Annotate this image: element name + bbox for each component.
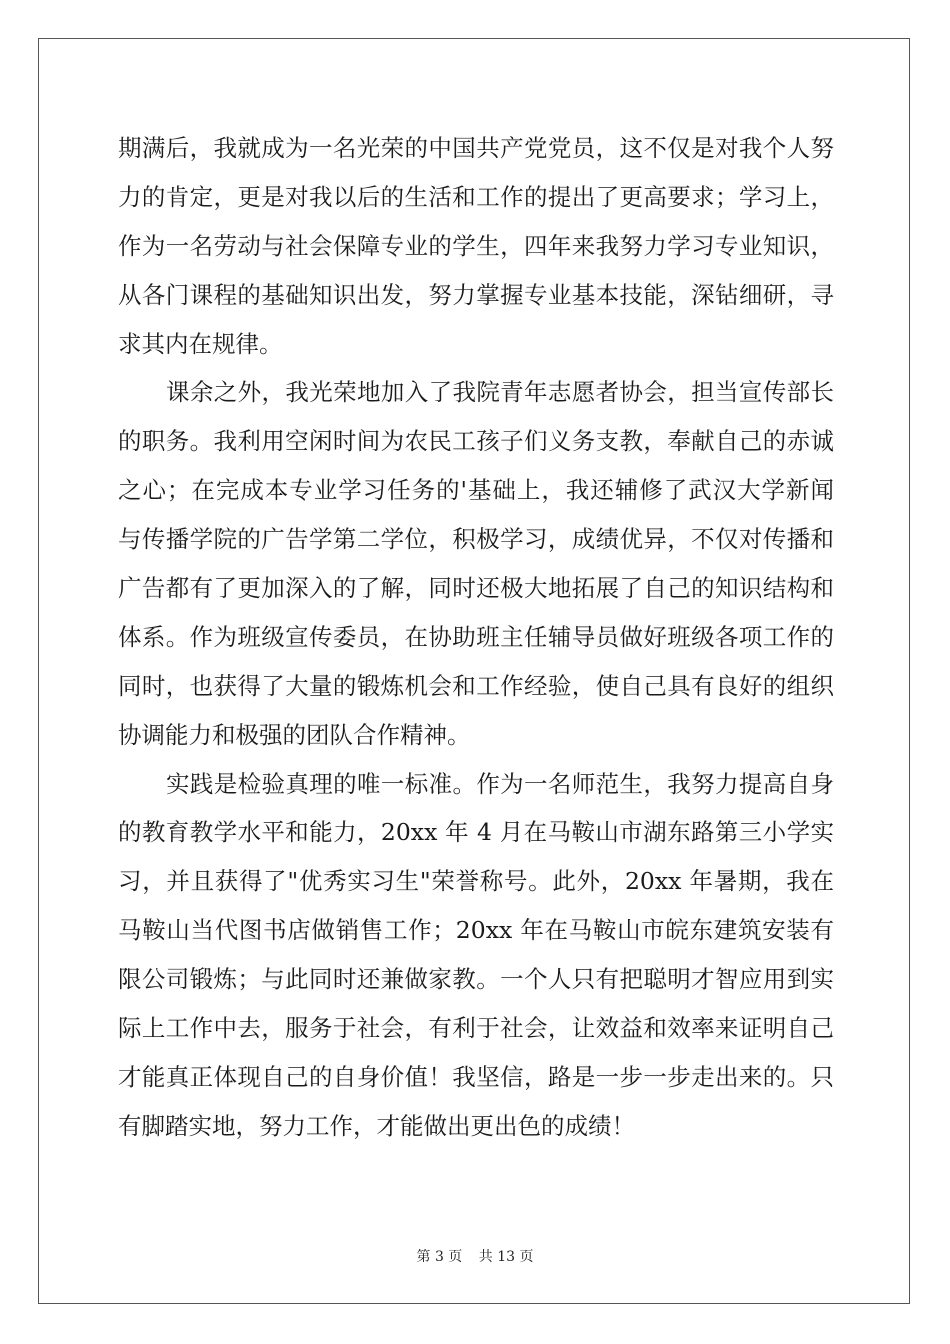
text-line: 作为一名劳动与社会保障专业的学生，四年来我努力学习专业知识， <box>118 231 834 260</box>
text-line: 限公司锻炼；与此同时还兼做家教。一个人只有把聪明才智应用到实 <box>118 965 834 994</box>
text-line: 协调能力和极强的团队合作精神。 <box>118 720 471 749</box>
text-line: 期满后，我就成为一名光荣的中国共产党党员，这不仅是对我个人努 <box>118 134 834 162</box>
text-line: 习，并且获得了"优秀实习生"荣誉称号。此外，20xx 年暑期，我在 <box>118 867 834 896</box>
text-line: 体系。作为班级宣传委员，在协助班主任辅导员做好班级各项工作的 <box>118 622 834 651</box>
paragraph-start: 实践是检验真理的唯一标准。作为一名师范生，我努力提高自身 <box>166 769 834 798</box>
text-line: 有脚踏实地，努力工作，才能做出更出色的成绩！ <box>118 1111 635 1140</box>
document-body <box>118 124 834 1151</box>
text-line: 才能真正体现自己的自身价值！我坚信，路是一步一步走出来的。只 <box>118 1062 834 1091</box>
page-number: 第 3 页 <box>416 1249 463 1265</box>
text-line: 同时，也获得了大量的锻炼机会和工作经验，使自己具有良好的组织 <box>118 671 834 700</box>
paragraph-start: 课余之外，我光荣地加入了我院青年志愿者协会，担当宣传部长 <box>166 378 834 407</box>
text-line: 与传播学院的广告学第二学位，积极学习，成绩优异，不仅对传播和 <box>118 525 834 554</box>
page-total: 共 13 页 <box>478 1249 534 1265</box>
text-line: 的教育教学水平和能力，20xx 年 4 月在马鞍山市湖东路第三小学实 <box>118 818 834 847</box>
text-line: 求其内在规律。 <box>118 329 283 358</box>
text-line: 的职务。我利用空闲时间为农民工孩子们义务支教，奉献自己的赤诚 <box>118 427 834 456</box>
text-line: 力的肯定，更是对我以后的生活和工作的提出了更高要求；学习上， <box>118 182 834 211</box>
text-line: 际上工作中去，服务于社会，有利于社会，让效益和效率来证明自己 <box>118 1014 834 1043</box>
page-footer <box>0 1246 950 1266</box>
text-line: 广告都有了更加深入的了解，同时还极大地拓展了自己的知识结构和 <box>118 574 834 603</box>
text-line: 之心；在完成本专业学习任务的'基础上，我还辅修了武汉大学新闻 <box>118 476 834 505</box>
text-line: 从各门课程的基础知识出发，努力掌握专业基本技能，深钻细研，寻 <box>118 280 834 309</box>
text-line: 马鞍山当代图书店做销售工作；20xx 年在马鞍山市皖东建筑安装有 <box>118 916 834 945</box>
